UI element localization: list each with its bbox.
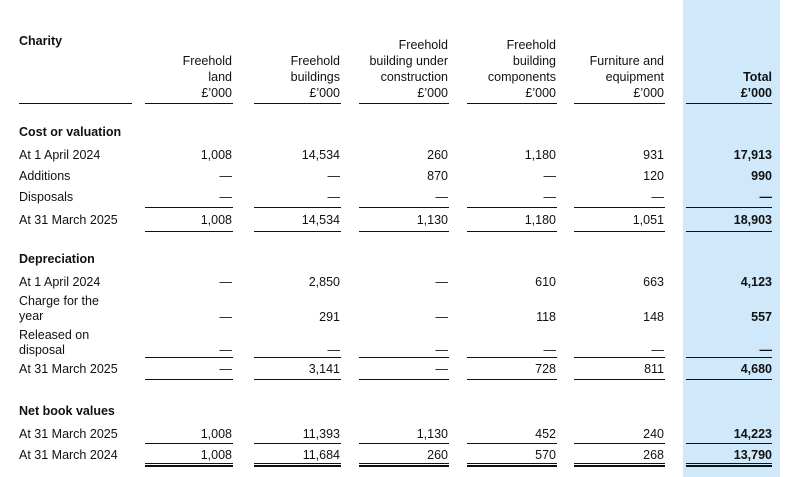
rule — [359, 443, 449, 444]
table-cell: 18,903 — [733, 213, 772, 227]
double-rule — [359, 463, 449, 467]
double-rule — [467, 463, 557, 467]
table-cell: 11,393 — [302, 427, 340, 441]
table-cell: 120 — [643, 169, 664, 183]
rule — [467, 443, 557, 444]
rule — [359, 103, 449, 104]
rule — [359, 231, 449, 232]
rule — [359, 207, 449, 208]
table-cell: — — [435, 275, 448, 289]
rule — [254, 443, 341, 444]
column-header-line: construction — [380, 70, 448, 84]
rule — [254, 357, 341, 358]
row-label: At 1 April 2024 — [19, 275, 101, 289]
row-label: At 1 April 2024 — [19, 148, 101, 162]
rule — [686, 231, 772, 232]
table-title: Charity — [19, 34, 63, 48]
rule — [686, 207, 772, 208]
row-label: Disposals — [19, 190, 74, 204]
table-cell: 17,913 — [733, 148, 772, 162]
rule — [686, 443, 772, 444]
table-cell: — — [327, 169, 340, 183]
row-label: Additions — [19, 169, 71, 183]
rule — [254, 103, 341, 104]
table-cell: 452 — [535, 427, 556, 441]
table-cell: 811 — [644, 362, 664, 376]
double-rule — [574, 463, 665, 467]
table-cell: 663 — [643, 275, 664, 289]
rule — [254, 379, 341, 380]
column-header-line: Freehold — [398, 38, 448, 52]
table-cell: — — [543, 190, 556, 204]
rule — [574, 231, 665, 232]
row-label: Released on — [19, 328, 90, 342]
rule — [467, 357, 557, 358]
table-cell: 570 — [535, 448, 556, 462]
table-cell: 1,051 — [632, 213, 664, 227]
table-cell: — — [219, 362, 232, 376]
table-cell: 1,008 — [200, 148, 232, 162]
column-header-line: £’000 — [201, 86, 232, 100]
table-cell: 1,130 — [416, 213, 448, 227]
table-cell: 148 — [643, 310, 664, 324]
table-cell: 1,008 — [200, 213, 232, 227]
table-cell: 3,141 — [308, 362, 340, 376]
rule — [145, 103, 233, 104]
rule — [359, 379, 449, 380]
column-header-line: Freehold — [182, 54, 232, 68]
table-cell: — — [435, 362, 448, 376]
table-cell: 870 — [427, 169, 448, 183]
table-cell: 557 — [751, 310, 772, 324]
column-header — [642, 69, 772, 101]
rule — [467, 379, 557, 380]
column-header-line: £’000 — [525, 86, 556, 100]
column-header-line: building under — [369, 54, 448, 68]
table-cell: 260 — [427, 148, 448, 162]
section-heading: Net book values — [19, 404, 115, 418]
table-cell: 1,008 — [200, 448, 232, 462]
table-cell: 13,790 — [733, 448, 772, 462]
rule — [467, 103, 557, 104]
table-cell: — — [219, 275, 232, 289]
column-header-line: buildings — [290, 70, 340, 84]
rule — [574, 443, 665, 444]
double-rule — [145, 463, 233, 467]
rule — [574, 207, 665, 208]
row-label: At 31 March 2025 — [19, 362, 118, 376]
table-cell: 728 — [535, 362, 556, 376]
table-cell: 240 — [643, 427, 664, 441]
table-cell: — — [219, 310, 232, 324]
double-rule — [686, 463, 772, 467]
rule — [574, 379, 665, 380]
rule — [574, 103, 665, 104]
row-label: year — [19, 309, 44, 323]
table-cell: — — [543, 343, 556, 357]
column-header-line: Freehold — [290, 54, 340, 68]
table-cell: 14,534 — [301, 213, 340, 227]
column-header-line: £’000 — [633, 86, 664, 100]
table-cell: — — [435, 190, 448, 204]
table-cell: — — [651, 343, 664, 357]
column-header-line: building — [512, 54, 556, 68]
table-cell: — — [327, 343, 340, 357]
rule — [19, 103, 132, 104]
table-cell: — — [435, 343, 448, 357]
table-cell: 1,008 — [200, 427, 232, 441]
rule — [686, 379, 772, 380]
table-cell: — — [219, 169, 232, 183]
rule — [145, 207, 233, 208]
column-header-line: Total — [743, 70, 772, 84]
rule — [686, 357, 772, 358]
rule — [254, 207, 341, 208]
column-header-line: £’000 — [417, 86, 448, 100]
row-label: At 31 March 2025 — [19, 213, 118, 227]
table-cell: — — [219, 343, 232, 357]
table-cell: 4,680 — [740, 362, 772, 376]
rule — [686, 103, 772, 104]
section-heading: Cost or valuation — [19, 125, 122, 139]
row-label: At 31 March 2024 — [19, 448, 118, 462]
rule — [145, 379, 233, 380]
double-rule — [254, 463, 341, 467]
rule — [467, 231, 557, 232]
table-cell: 2,850 — [308, 275, 340, 289]
rule — [145, 357, 233, 358]
column-header-line: £’000 — [309, 86, 340, 100]
section-heading: Depreciation — [19, 252, 95, 266]
table-cell: 1,130 — [416, 427, 448, 441]
rule — [145, 443, 233, 444]
column-header-line: Freehold — [506, 38, 556, 52]
table-cell: 610 — [535, 275, 556, 289]
table-cell: 4,123 — [740, 275, 772, 289]
row-label: At 31 March 2025 — [19, 427, 118, 441]
column-header-line: Furniture and — [589, 54, 664, 68]
table-cell: — — [327, 190, 340, 204]
rule — [145, 231, 233, 232]
row-label: Charge for the — [19, 294, 99, 308]
table-cell: 291 — [319, 310, 340, 324]
rule — [359, 357, 449, 358]
table-cell: 14,223 — [733, 427, 772, 441]
rule — [254, 231, 341, 232]
table-cell: — — [651, 190, 664, 204]
column-header-line: components — [487, 70, 556, 84]
table-cell: — — [435, 310, 448, 324]
rule — [574, 357, 665, 358]
table-cell: 118 — [536, 310, 556, 324]
table-cell: 931 — [643, 148, 664, 162]
column-header-line: equipment — [605, 70, 664, 84]
column-header-line: land — [208, 70, 232, 84]
rule — [467, 207, 557, 208]
table-cell: — — [759, 190, 772, 204]
table-cell: 1,180 — [524, 213, 556, 227]
table-cell: — — [219, 190, 232, 204]
table-cell: 11,684 — [302, 448, 340, 462]
table-cell: 1,180 — [524, 148, 556, 162]
table-cell: — — [759, 343, 772, 357]
table-cell: — — [543, 169, 556, 183]
column-header-line: £’000 — [740, 86, 772, 100]
table-cell: 14,534 — [301, 148, 340, 162]
table-cell: 268 — [643, 448, 664, 462]
table-cell: 260 — [427, 448, 448, 462]
table-cell: 990 — [751, 169, 772, 183]
row-label: disposal — [19, 343, 65, 357]
